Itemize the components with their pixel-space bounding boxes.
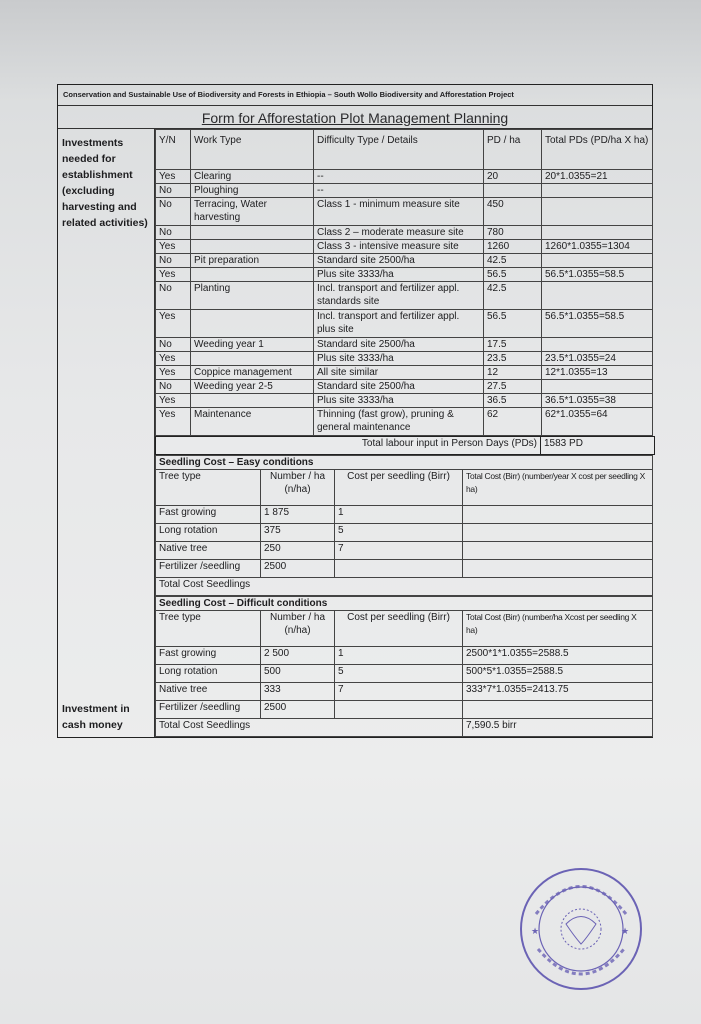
- total-pds-cell: 12*1.0355=13: [542, 366, 653, 380]
- left-label-column: [58, 129, 155, 737]
- difficult-header-row: [156, 611, 653, 647]
- pd-ha-cell: 12: [484, 366, 542, 380]
- tree-type-cell: Long rotation: [156, 524, 261, 542]
- table-row: [156, 366, 653, 380]
- col-work-type: Work Type: [191, 130, 314, 170]
- difficult-col-total: Total Cost (Birr) (number/ha Xcost per seedling X ha): [463, 611, 653, 647]
- labour-total-label: Total labour input in Person Days (PDs): [156, 437, 541, 455]
- pd-ha-cell: 42.5: [484, 282, 542, 310]
- difficulty-cell: Incl. transport and fertilizer appl. plus site: [314, 310, 484, 338]
- table-row: [156, 701, 653, 719]
- easy-total-label: Total Cost Seedlings: [156, 578, 653, 596]
- total-pds-cell: [542, 184, 653, 198]
- total-pds-cell: [542, 198, 653, 226]
- pd-ha-cell: 42.5: [484, 254, 542, 268]
- work-type-cell: Coppice management: [191, 366, 314, 380]
- number-cell: 2500: [261, 701, 335, 719]
- investments-label: Investments needed for establishment (excluding harvesting and related activities): [62, 137, 148, 229]
- col-yn: Y/N: [156, 130, 191, 170]
- easy-col-cost: Cost per seedling (Birr): [335, 470, 463, 506]
- tree-type-cell: Fertilizer /seedling: [156, 560, 261, 578]
- difficulty-cell: Thinning (fast grow), pruning & general maintenance: [314, 408, 484, 436]
- difficulty-cell: Plus site 3333/ha: [314, 352, 484, 366]
- table-row: [156, 380, 653, 394]
- yn-cell: No: [156, 338, 191, 352]
- yn-cell: Yes: [156, 352, 191, 366]
- total-cost-cell: [463, 560, 653, 578]
- work-type-cell: [191, 240, 314, 254]
- difficulty-cell: Class 1 - minimum measure site: [314, 198, 484, 226]
- table-row: [156, 394, 653, 408]
- work-type-cell: Maintenance: [191, 408, 314, 436]
- table-row: [156, 226, 653, 240]
- table-row: [156, 352, 653, 366]
- difficulty-cell: All site similar: [314, 366, 484, 380]
- difficulty-cell: Plus site 3333/ha: [314, 394, 484, 408]
- col-pd-ha: PD / ha: [484, 130, 542, 170]
- yn-cell: No: [156, 184, 191, 198]
- cost-cell: 5: [335, 665, 463, 683]
- total-pds-cell: 36.5*1.0355=38: [542, 394, 653, 408]
- form-body: [58, 129, 652, 737]
- work-type-cell: [191, 310, 314, 338]
- table-row: [156, 170, 653, 184]
- easy-heading: Seedling Cost – Easy conditions: [156, 456, 653, 470]
- table-row: [156, 665, 653, 683]
- pd-ha-cell: 23.5: [484, 352, 542, 366]
- difficulty-cell: Class 2 – moderate measure site: [314, 226, 484, 240]
- table-row: [156, 184, 653, 198]
- pd-ha-cell: 780: [484, 226, 542, 240]
- table-row: [156, 506, 653, 524]
- yn-cell: Yes: [156, 366, 191, 380]
- pd-ha-cell: 17.5: [484, 338, 542, 352]
- pd-ha-cell: 62: [484, 408, 542, 436]
- number-cell: 2 500: [261, 647, 335, 665]
- yn-cell: Yes: [156, 240, 191, 254]
- total-cost-cell: [463, 701, 653, 719]
- yn-cell: Yes: [156, 408, 191, 436]
- svg-text:★: ★: [621, 927, 630, 937]
- col-total-pds: Total PDs (PD/ha X ha): [542, 130, 653, 170]
- total-pds-cell: [542, 254, 653, 268]
- pd-ha-cell: 1260: [484, 240, 542, 254]
- difficult-heading: Seedling Cost – Difficult conditions: [156, 597, 653, 611]
- tree-type-cell: Long rotation: [156, 665, 261, 683]
- number-cell: 333: [261, 683, 335, 701]
- yn-cell: Yes: [156, 268, 191, 282]
- pd-ha-cell: 56.5: [484, 268, 542, 282]
- pd-ha-cell: 36.5: [484, 394, 542, 408]
- total-pds-cell: [542, 226, 653, 240]
- work-type-cell: Weeding year 2-5: [191, 380, 314, 394]
- labour-table: [155, 129, 653, 436]
- difficulty-cell: Standard site 2500/ha: [314, 338, 484, 352]
- number-cell: 2500: [261, 560, 335, 578]
- table-row: [156, 282, 653, 310]
- work-type-cell: [191, 268, 314, 282]
- work-type-cell: Weeding year 1: [191, 338, 314, 352]
- labour-total-table: [155, 436, 655, 455]
- table-row: [156, 268, 653, 282]
- difficulty-cell: Plus site 3333/ha: [314, 268, 484, 282]
- total-pds-cell: 56.5*1.0355=58.5: [542, 310, 653, 338]
- easy-col-total: Total Cost (Birr) (number/year X cost per seedling X ha): [463, 470, 653, 506]
- total-cost-cell: [463, 524, 653, 542]
- table-row: [156, 310, 653, 338]
- cost-cell: [335, 560, 463, 578]
- cost-cell: 1: [335, 506, 463, 524]
- cost-cell: 1: [335, 647, 463, 665]
- tree-type-cell: Fast growing: [156, 506, 261, 524]
- work-type-cell: [191, 352, 314, 366]
- yn-cell: No: [156, 282, 191, 310]
- yn-cell: No: [156, 226, 191, 240]
- form-title: Form for Afforestation Plot Management Planning: [58, 106, 652, 129]
- work-type-cell: Planting: [191, 282, 314, 310]
- pd-ha-cell: [484, 184, 542, 198]
- svg-text:★: ★: [531, 927, 540, 937]
- difficulty-cell: --: [314, 184, 484, 198]
- easy-header-row: [156, 470, 653, 506]
- difficulty-cell: Class 3 - intensive measure site: [314, 240, 484, 254]
- pd-ha-cell: 56.5: [484, 310, 542, 338]
- cost-cell: 5: [335, 524, 463, 542]
- col-difficulty: Difficulty Type / Details: [314, 130, 484, 170]
- number-cell: 500: [261, 665, 335, 683]
- number-cell: 250: [261, 542, 335, 560]
- tree-type-cell: Native tree: [156, 683, 261, 701]
- difficulty-cell: Standard site 2500/ha: [314, 254, 484, 268]
- total-cost-cell: 500*5*1.0355=2588.5: [463, 665, 653, 683]
- project-header: Conservation and Sustainable Use of Biodiversity and Forests in Ethiopia – South Wollo Biodiversity and Afforestation Project: [58, 85, 652, 106]
- labour-total-value: 1583 PD: [541, 437, 655, 455]
- table-row: [156, 647, 653, 665]
- number-cell: 375: [261, 524, 335, 542]
- total-pds-cell: [542, 338, 653, 352]
- tree-type-cell: Fast growing: [156, 647, 261, 665]
- yn-cell: Yes: [156, 170, 191, 184]
- total-pds-cell: 56.5*1.0355=58.5: [542, 268, 653, 282]
- labour-total-row: [156, 437, 655, 455]
- form-tables: [155, 129, 652, 737]
- difficult-col-tree: Tree type: [156, 611, 261, 647]
- total-pds-cell: [542, 380, 653, 394]
- difficult-total-value: 7,590.5 birr: [463, 719, 653, 737]
- total-pds-cell: 62*1.0355=64: [542, 408, 653, 436]
- table-row: [156, 198, 653, 226]
- total-pds-cell: 1260*1.0355=1304: [542, 240, 653, 254]
- total-cost-cell: [463, 506, 653, 524]
- total-cost-cell: 2500*1*1.0355=2588.5: [463, 647, 653, 665]
- work-type-cell: [191, 394, 314, 408]
- tree-type-cell: Native tree: [156, 542, 261, 560]
- difficult-col-number: Number / ha (n/ha): [261, 611, 335, 647]
- pd-ha-cell: 20: [484, 170, 542, 184]
- table-row: [156, 254, 653, 268]
- cost-cell: 7: [335, 683, 463, 701]
- labour-header-row: [156, 130, 653, 170]
- pd-ha-cell: 450: [484, 198, 542, 226]
- yn-cell: No: [156, 254, 191, 268]
- tree-type-cell: Fertilizer /seedling: [156, 701, 261, 719]
- table-row: [156, 683, 653, 701]
- yn-cell: Yes: [156, 394, 191, 408]
- work-type-cell: [191, 226, 314, 240]
- table-row: [156, 240, 653, 254]
- pd-ha-cell: 27.5: [484, 380, 542, 394]
- total-pds-cell: [542, 282, 653, 310]
- table-row: [156, 524, 653, 542]
- cost-cell: 7: [335, 542, 463, 560]
- cost-cell: [335, 701, 463, 719]
- work-type-cell: Pit preparation: [191, 254, 314, 268]
- total-pds-cell: 20*1.0355=21: [542, 170, 653, 184]
- total-cost-cell: 333*7*1.0355=2413.75: [463, 683, 653, 701]
- easy-col-number: Number / ha (n/ha): [261, 470, 335, 506]
- difficulty-cell: --: [314, 170, 484, 184]
- number-cell: 1 875: [261, 506, 335, 524]
- yn-cell: Yes: [156, 310, 191, 338]
- yn-cell: No: [156, 198, 191, 226]
- total-cost-cell: [463, 542, 653, 560]
- work-type-cell: Terracing, Water harvesting: [191, 198, 314, 226]
- table-row: [156, 542, 653, 560]
- official-stamp: [516, 864, 646, 994]
- difficulty-cell: Incl. transport and fertilizer appl. standards site: [314, 282, 484, 310]
- work-type-cell: Ploughing: [191, 184, 314, 198]
- easy-seedling-table: [155, 455, 653, 596]
- difficult-total-label: Total Cost Seedlings: [156, 719, 463, 737]
- table-row: [156, 560, 653, 578]
- table-row: [156, 338, 653, 352]
- planning-form: [57, 84, 653, 738]
- yn-cell: No: [156, 380, 191, 394]
- total-pds-cell: 23.5*1.0355=24: [542, 352, 653, 366]
- easy-col-tree: Tree type: [156, 470, 261, 506]
- cash-investment-label: Investment in cash money: [62, 703, 130, 731]
- difficult-seedling-table: [155, 596, 653, 737]
- difficult-col-cost: Cost per seedling (Birr): [335, 611, 463, 647]
- table-row: [156, 408, 653, 436]
- work-type-cell: Clearing: [191, 170, 314, 184]
- difficulty-cell: Standard site 2500/ha: [314, 380, 484, 394]
